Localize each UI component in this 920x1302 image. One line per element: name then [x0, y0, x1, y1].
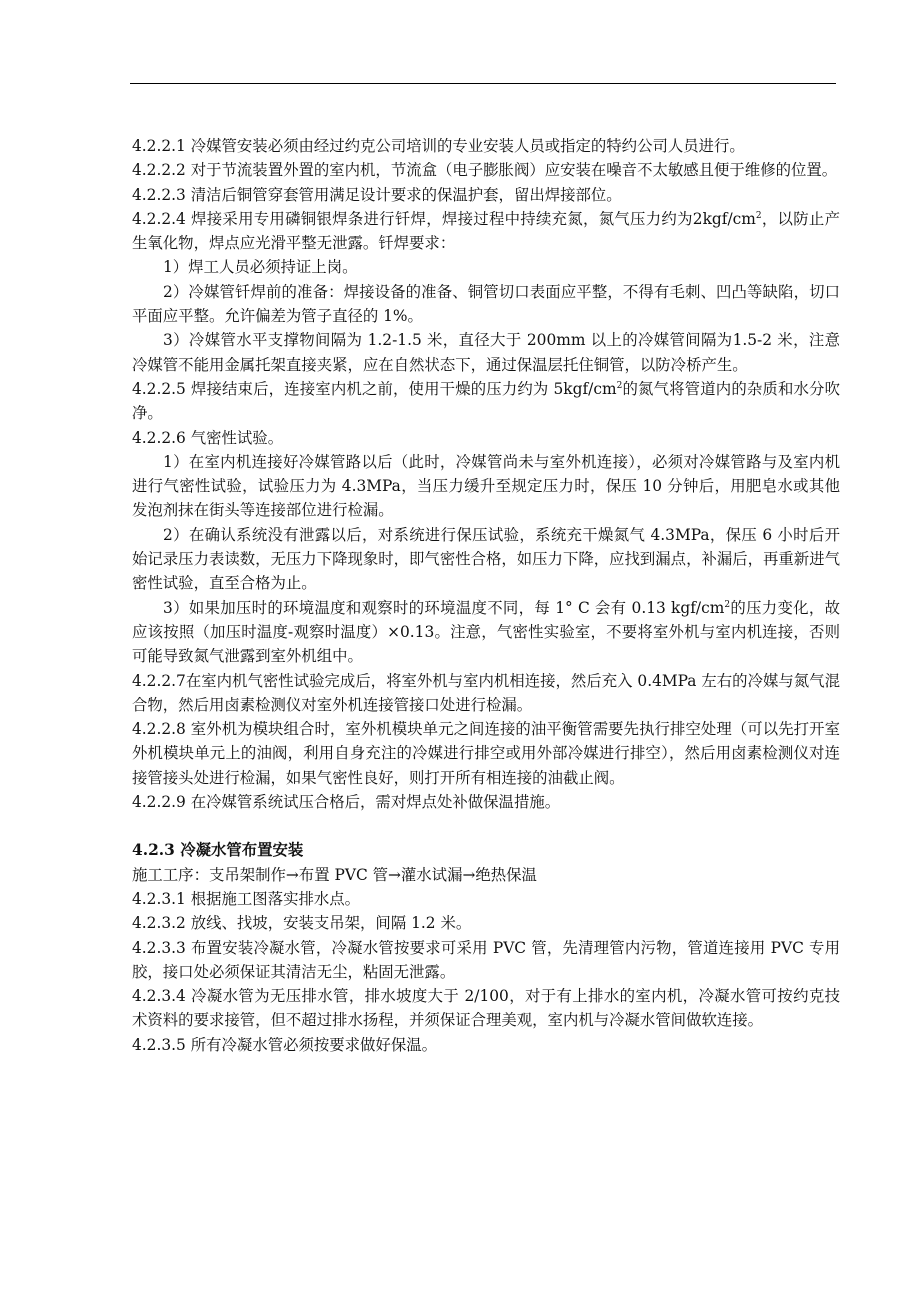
paragraph-4-2-2-5	[132, 377, 840, 426]
process-steps: 施工工序：支吊架制作→布置 PVC 管→灌水试漏→绝热保温	[132, 865, 537, 884]
list-item-3: 3）冷媒管水平支撑物间隔为 1.2-1.5 米，直径大于 200mm 以上的冷媒管间隔为1.5-2 米，注意冷媒管不能用金属托架直接夹紧，应在自然状态下，通过保温层托住铜管，以防冷桥产生。	[132, 331, 840, 374]
paragraph-4-2-2-9: 4.2.2.9 在冷媒管系统试压合格后，需对焊点处补做保温措施。	[132, 793, 561, 812]
paragraph-text: ，以防止产生氧化物，焊点应光滑平整无泄露。钎焊要求：	[132, 209, 840, 253]
paragraph-4-2-2-3: 4.2.2.3 清洁后铜管穿套管用满足设计要求的保温护套，留出焊接部位。	[132, 185, 622, 204]
paragraph-4-2-2-8: 4.2.2.8 室外机为模块组合时，室外机模块单元之间连接的油平衡管需要先执行排空处理（可以先打开室外机模块单元上的油阀，利用自身充注的冷媒进行排空或用外部冷媒进行排空），然后用卤素检测仪对连接管接头处进行检漏，如果气密性良好，则打开所有相连接的油截止阀。	[132, 720, 840, 787]
list-item-2: 2）冷媒管钎焊前的准备：焊接设备的准备、铜管切口表面应平整，不得有毛刺、凹凸等缺陷，切口平面应平整。允许偏差为管子直径的 1%。	[132, 282, 840, 326]
paragraph-text: 4.2.2.4 焊接采用专用磷铜银焊条进行钎焊，焊接过程中持续充氮，氮气压力约为2kgf/cm	[132, 209, 756, 228]
list-item-1: 1）在室内机连接好冷媒管路以后（此时，冷媒管尚未与室外机连接），必须对冷媒管路与及室内机进行气密性试验，试验压力为 4.3MPa，当压力缓升至规定压力时，保压 10 分钟后，用肥皂水或其他发泡剂抹在街头等连接部位进行检漏。	[132, 452, 840, 520]
paragraph-4-2-2-4	[132, 207, 840, 256]
paragraph-4-2-2-7: 4.2.2.7在室内机气密性试验完成后，将室外机与室内机相连接，然后充入 0.4MPa 左右的冷媒与氮气混合物，然后用卤素检测仪对室外机连接管接口处进行检漏。	[132, 671, 840, 714]
superscript: 2	[724, 599, 731, 610]
paragraph-text: 的氮气将管道内的杂质和水分吹净。	[132, 379, 840, 423]
paragraph-4-2-2-6: 4.2.2.6 气密性试验。	[132, 428, 284, 447]
superscript: 2	[616, 380, 623, 391]
paragraph-text: 4.2.2.5 焊接结束后，连接室内机之前，使用干燥的压力约为 5kgf/cm	[132, 379, 617, 398]
paragraph-4-2-3-5: 4.2.3.5 所有冷凝水管必须按要求做好保温。	[132, 1035, 437, 1054]
list-item-2: 2）在确认系统没有泄露以后，对系统进行保压试验，系统充干燥氮气 4.3MPa，保压 6 小时后开始记录压力表读数，无压力下降现象时，即气密性合格，如压力下降，应找到漏点，补漏后，再重新进气密性试验，直至合格为止。	[132, 525, 840, 593]
section-spacer	[132, 814, 840, 838]
section-heading: 4.2.3 冷凝水管布置安装	[132, 841, 304, 860]
list-item-1: 1）焊工人员必须持证上岗。	[163, 258, 358, 277]
document-body	[132, 134, 840, 1057]
list-item-3	[132, 596, 840, 669]
paragraph-4-2-2-1: 4.2.2.1 冷媒管安装必须由经过约克公司培训的专业安装人员或指定的特约公司人员进行。	[132, 137, 745, 155]
superscript: 2	[755, 210, 762, 221]
paragraph-4-2-2-2: 4.2.2.2 对于节流装置外置的室内机，节流盒（电子膨胀阀）应安装在噪音不太敏感且便于维修的位置。	[132, 161, 838, 180]
paragraph-text: 3）如果加压时的环境温度和观察时的环境温度不同，每 1° C 会有 0.13 kgf/cm	[163, 598, 725, 617]
paragraph-4-2-3-2: 4.2.3.2 放线、找坡，安装支吊架，间隔 1.2 米。	[132, 914, 472, 933]
paragraph-4-2-3-4: 4.2.3.4 冷凝水管为无压排水管，排水坡度大于 2/100，对于有上排水的室内机，冷凝水管可按约克技术资料的要求接管，但不超过排水扬程，并须保证合理美观，室内机与冷凝水管间做软连接。	[132, 987, 840, 1030]
paragraph-text: 的压力变化，故应该按照（加压时温度-观察时温度）×0.13。注意，气密性实验室，不要将室外机与室内机连接，否则可能导致氮气泄露到室外机组中。	[132, 598, 840, 666]
header-rule	[130, 83, 836, 84]
paragraph-4-2-3-3: 4.2.3.3 布置安装冷凝水管，冷凝水管按要求可采用 PVC 管，先清理管内污物，管道连接用 PVC 专用胶，接口处必须保证其清洁无尘，粘固无泄露。	[132, 938, 840, 981]
paragraph-4-2-3-1: 4.2.3.1 根据施工图落实排水点。	[132, 889, 361, 908]
